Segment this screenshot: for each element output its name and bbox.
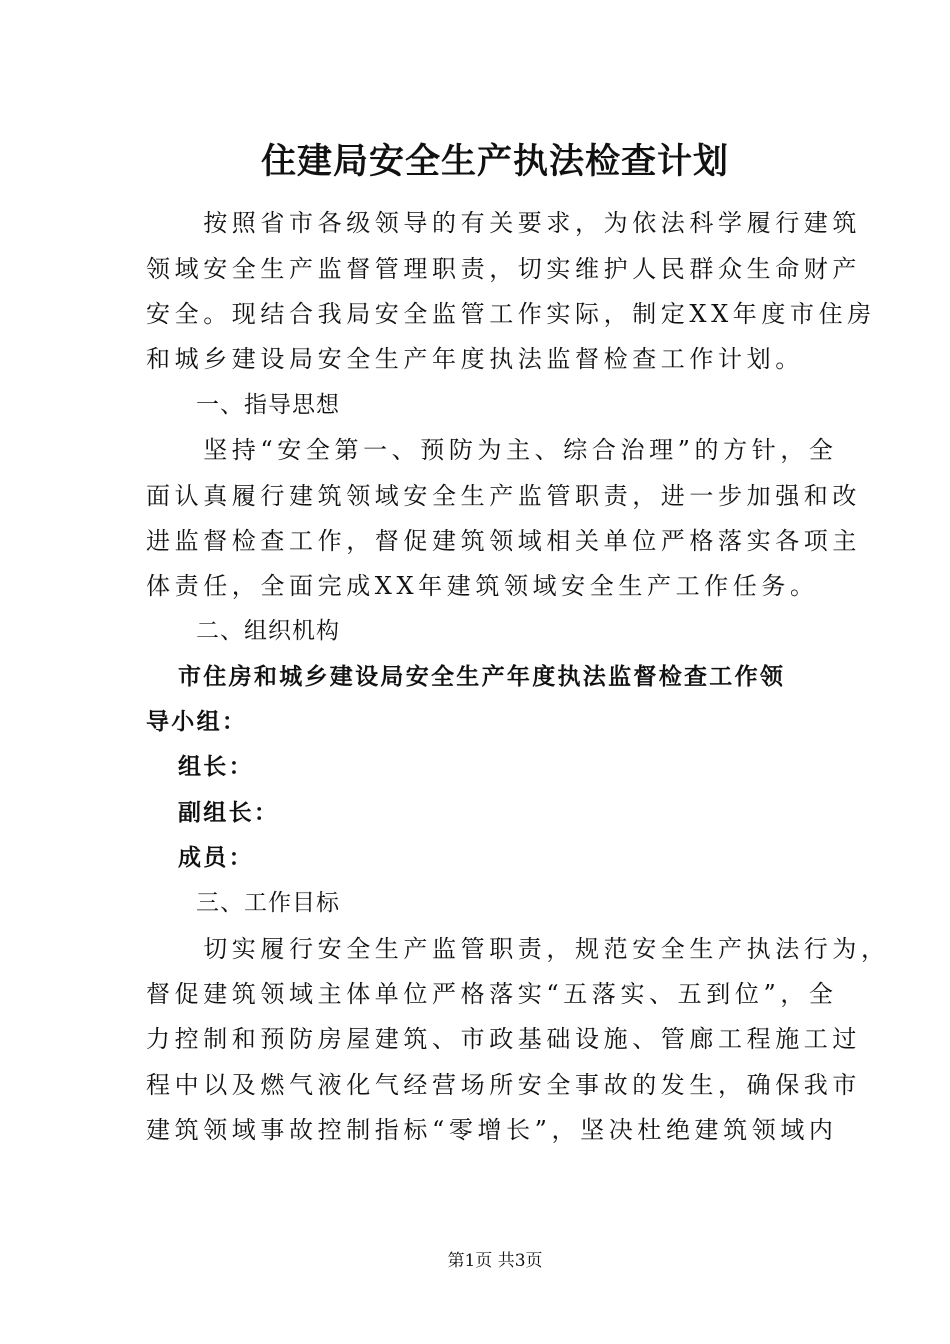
- leading-group-line: 导小组：: [146, 709, 248, 735]
- intro-line: 安全。现结合我局安全监管工作实际，制定XX年度市住房: [146, 300, 876, 328]
- section-heading-organization: 二、组织机构: [196, 618, 340, 644]
- intro-line: 按照省市各级领导的有关要求，为依法科学履行建筑: [146, 209, 861, 237]
- deputy-leader-label: 副组长：: [178, 800, 280, 826]
- members-label: 成员：: [178, 845, 254, 871]
- page-footer: 第1页 共3页: [447, 1251, 543, 1271]
- group-leader-label: 组长：: [178, 754, 254, 780]
- section1-line: 体责任，全面完成XX年建筑领域安全生产工作任务。: [146, 572, 819, 600]
- section3-line: 程中以及燃气液化气经营场所安全事故的发生，确保我市: [146, 1071, 861, 1099]
- section3-line: 切实履行安全生产监管职责，规范安全生产执法行为，: [146, 935, 890, 963]
- section-heading-work-goals: 三、工作目标: [196, 890, 340, 916]
- section3-line: 督促建筑领域主体单位严格落实“五落实、五到位”，全: [146, 980, 838, 1008]
- section3-line: 力控制和预防房屋建筑、市政基础设施、管廊工程施工过: [146, 1025, 861, 1053]
- intro-line: 和城乡建设局安全生产年度执法监督检查工作计划。: [146, 345, 804, 373]
- leading-group-line: 市住房和城乡建设局安全生产年度执法监督检查工作领: [178, 664, 786, 690]
- section1-line: 坚持“安全第一、预防为主、综合治理”的方针，全: [146, 436, 838, 464]
- section-heading-guiding-ideology: 一、指导思想: [196, 392, 340, 418]
- document-title: 住建局安全生产执法检查计划: [260, 141, 729, 182]
- section1-line: 进监督检查工作，督促建筑领域相关单位严格落实各项主: [146, 527, 861, 555]
- section1-line: 面认真履行建筑领域安全生产监管职责，进一步加强和改: [146, 482, 861, 510]
- intro-line: 领域安全生产监督管理职责，切实维护人民群众生命财产: [146, 255, 861, 283]
- section3-line: 建筑领域事故控制指标“零增长”，坚决杜绝建筑领域内: [146, 1116, 838, 1144]
